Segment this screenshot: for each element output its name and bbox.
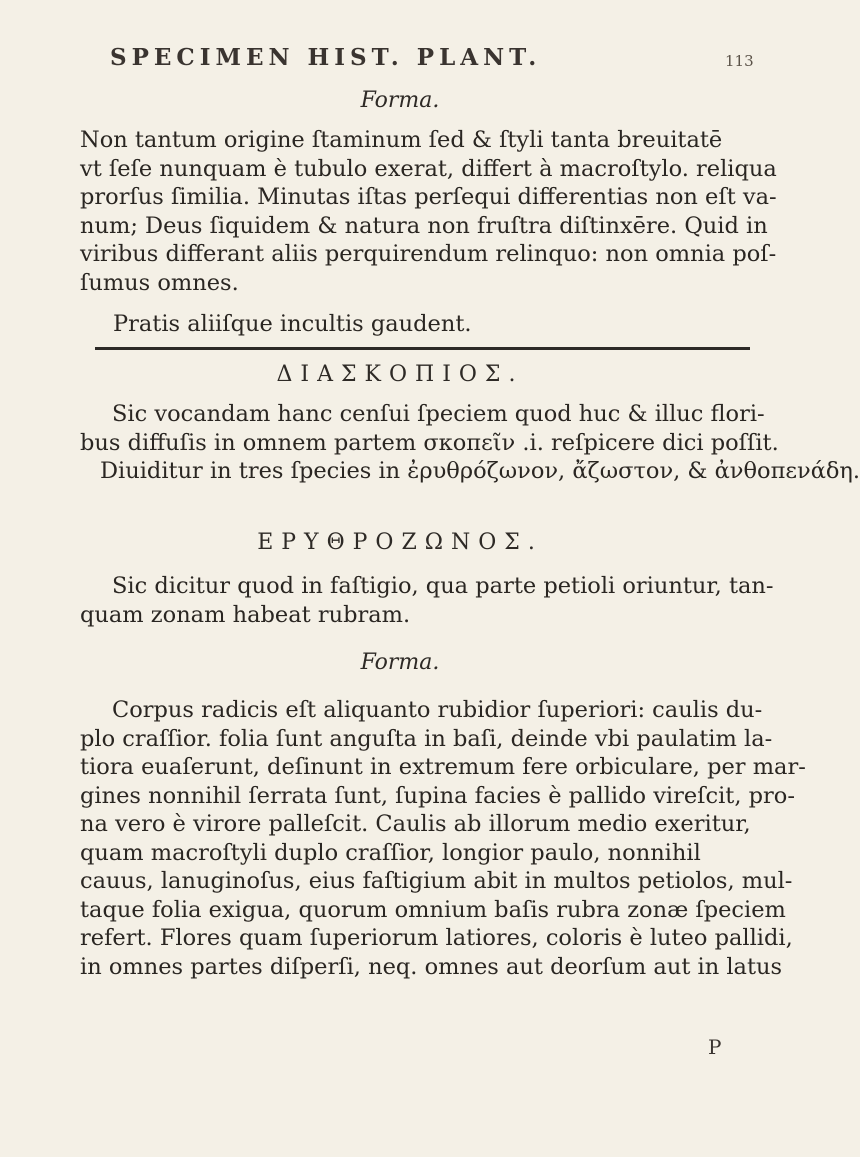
- text-line: Corpus radicis eſt aliquanto rubidior ſuperiori: caulis du-: [112, 697, 763, 723]
- diaskopios-title: ΔΙΑΣΚΟΠΙΟΣ.: [276, 362, 524, 387]
- text-line: na vero è virore palleſcit. Caulis ab illorum medio exeritur,: [80, 811, 751, 837]
- text-line: plo craſſior. folia ſunt anguſta in baſi, deinde vbi paulatim la-: [80, 725, 773, 752]
- page-number: 113: [725, 52, 754, 70]
- text-line: quam macroſtyli duplo craſſior, longior paulo, nonnihil: [80, 839, 701, 866]
- catchword: P: [708, 1035, 722, 1059]
- text-line: gines nonnihil ſerrata ſunt, ſupina facies è pallido vireſcit, pro-: [80, 782, 795, 809]
- habitat-line: Pratis aliiſque incultis gaudent.: [113, 311, 472, 337]
- text-line: vt ſeſe nunquam è tubulo exerat, differt à macroſtylo. reliqua: [80, 155, 777, 182]
- text-line: bus diffuſis in omnem partem σκοπεῖν .i. reſpicere dici poſſit.: [80, 429, 779, 456]
- text-line: taque folia exigua, quorum omnium baſis rubra zonæ ſpeciem: [80, 896, 786, 923]
- section-divider: [95, 347, 750, 350]
- text-line: quam zonam habeat rubram.: [80, 601, 411, 628]
- text-line: Non tantum origine ſtaminum ſed & ſtyli tanta breuitatē: [80, 127, 723, 153]
- text-line: prorſus ſimilia. Minutas iſtas perſequi differentias non eſt va-: [80, 184, 777, 210]
- text-line: Sic dicitur quod in faſtigio, qua parte petioli oriuntur, tan-: [112, 573, 774, 599]
- text-line: num; Deus ſiquidem & natura non fruſtra diſtinxēre. Quid in: [80, 212, 768, 239]
- forma-heading: Forma.: [360, 88, 440, 113]
- erythrozonos-title: ΕΡΥΘΡΟΖΩΝΟΣ.: [257, 530, 543, 555]
- text-line: tiora euaſerunt, deſinunt in extremum fere orbiculare, per mar-: [80, 754, 806, 780]
- text-line: cauus, lanuginoſus, eius faſtigium abit in multos petiolos, mul-: [80, 868, 793, 894]
- text-line: ſumus omnes.: [80, 269, 239, 296]
- text-line: Sic vocandam hanc cenſui ſpeciem quod huc & illuc flori-: [112, 401, 765, 427]
- text-line: in omnes partes diſperſi, neq. omnes aut deorſum aut in latus: [80, 953, 783, 980]
- text-line: Diuiditur in tres ſpecies in ἐρυθρόζωνον, ἄζωστον, & ἀνθοπενάδη.: [100, 458, 860, 484]
- text-line: viribus differant aliis perquirendum relinquo: non omnia poſ-: [80, 241, 777, 267]
- running-title: SPECIMEN HIST. PLANT.: [110, 44, 542, 71]
- paragraph-erythrozonos: [80, 572, 774, 629]
- text-line: refert. Flores quam ſuperiorum latiores, coloris è luteo pallidi,: [80, 925, 793, 951]
- paragraph-diaskopios: [80, 400, 860, 486]
- forma-heading-2: Forma.: [360, 650, 440, 675]
- paragraph-forma: [80, 126, 777, 297]
- paragraph-forma-2: [80, 696, 806, 981]
